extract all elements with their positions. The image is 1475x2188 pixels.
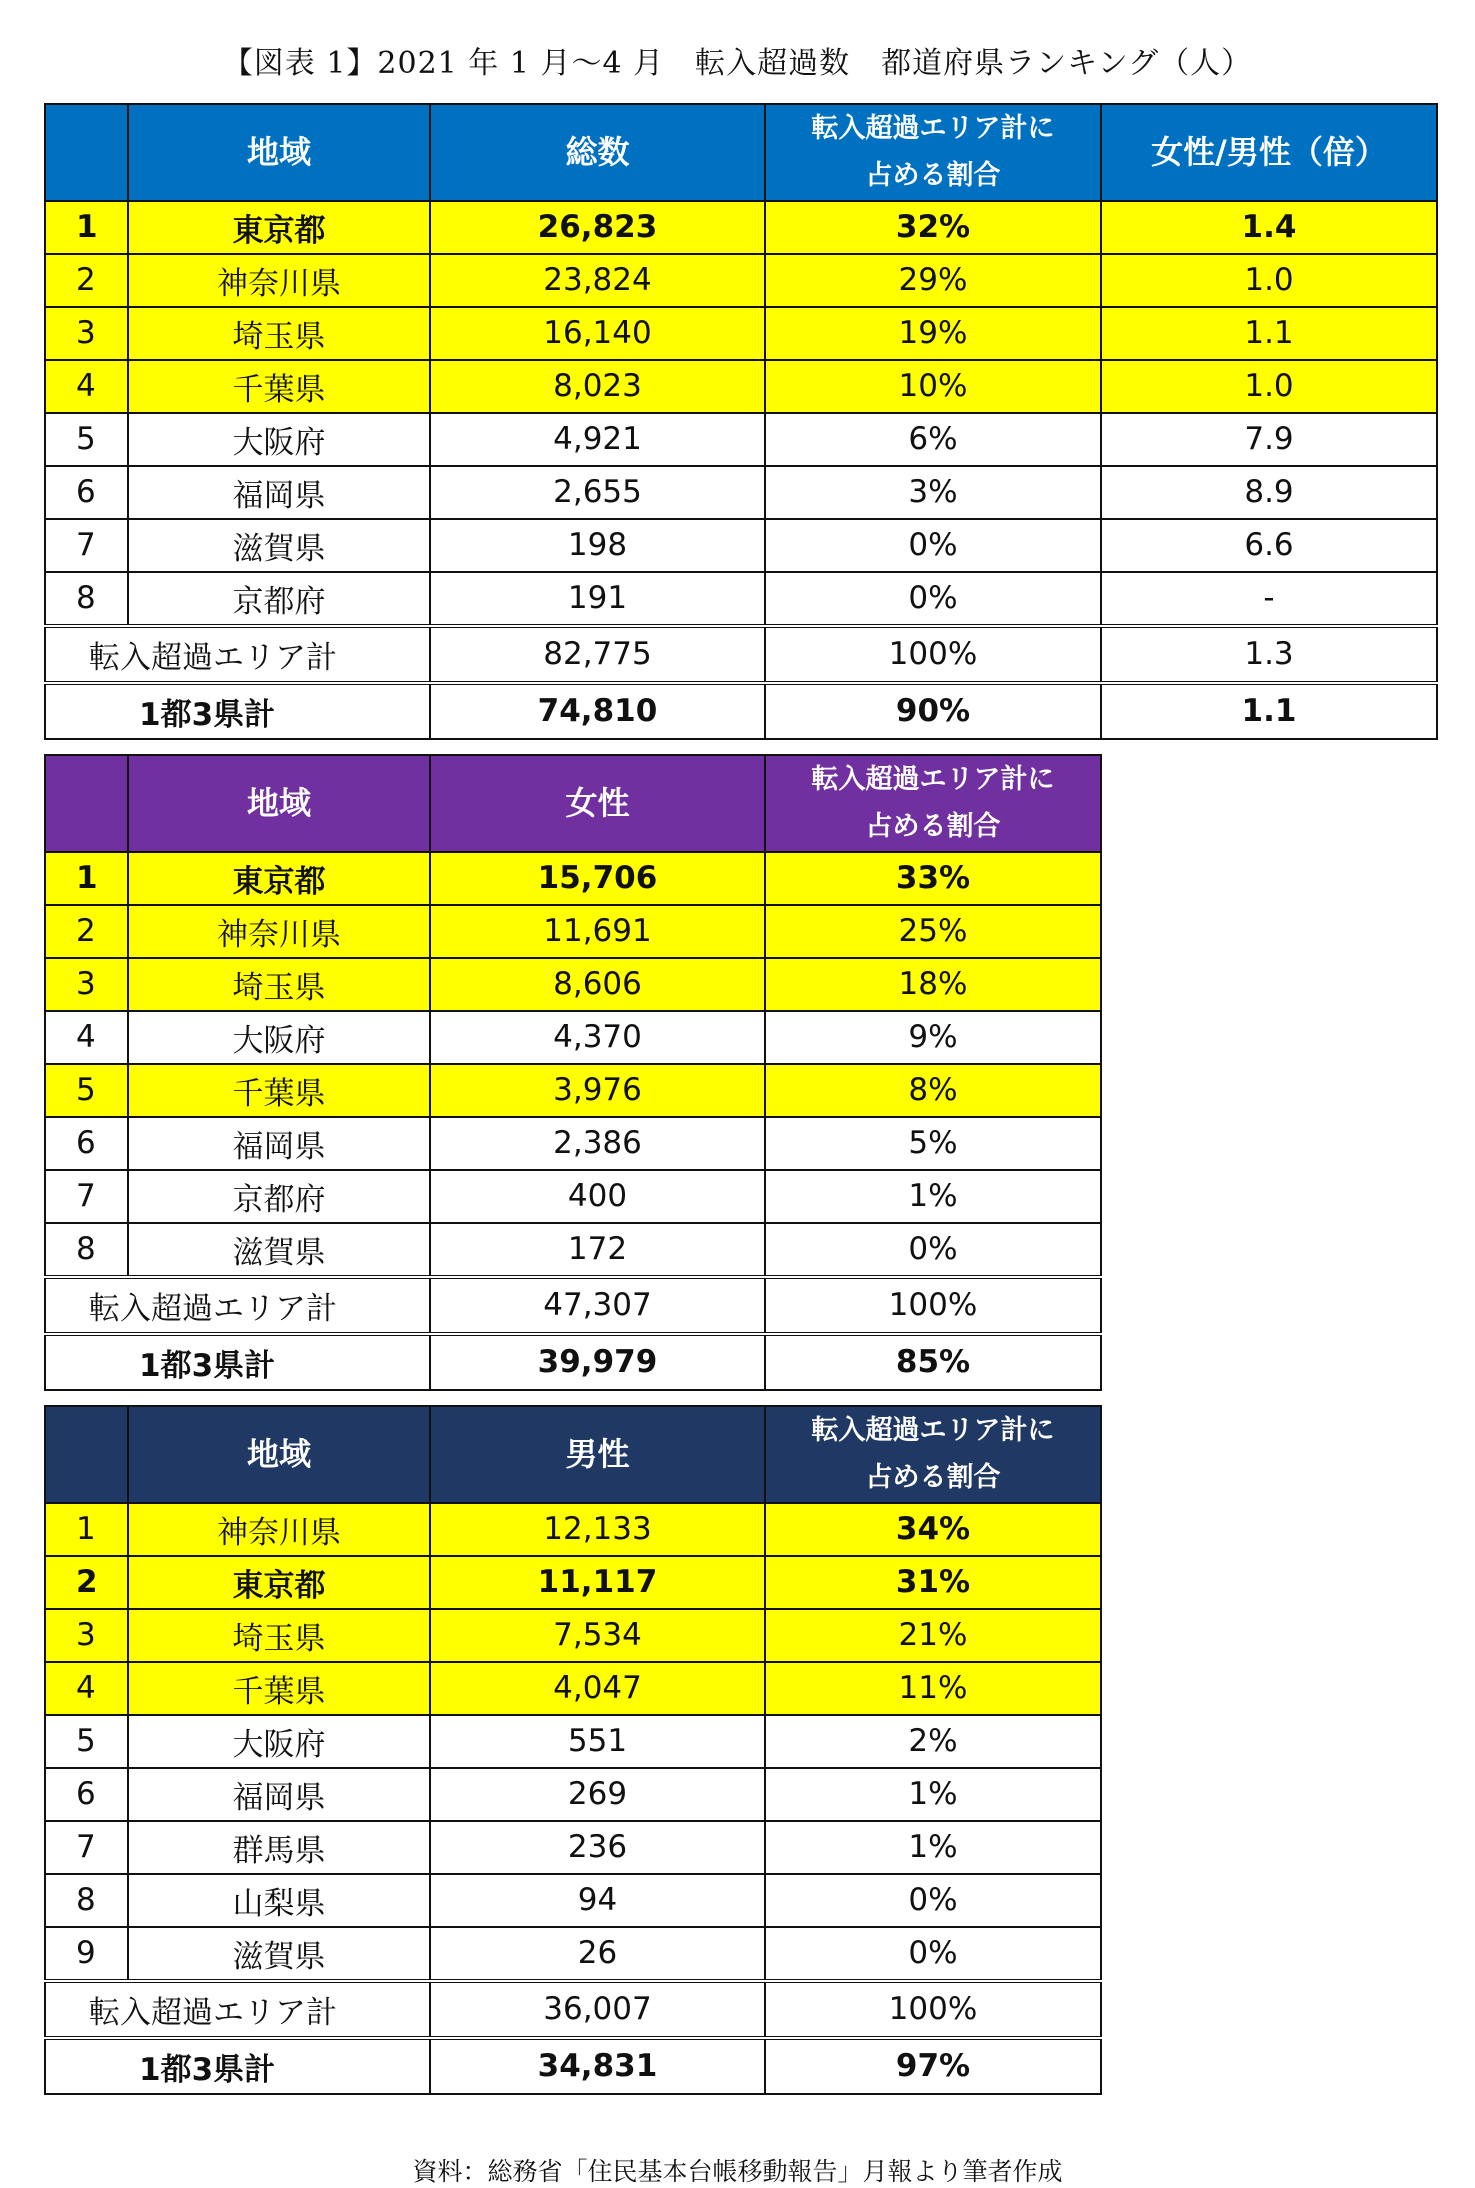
table-cell: 4,370	[430, 1011, 765, 1064]
table-cell: 東京都	[128, 201, 430, 254]
table-cell: 0%	[765, 519, 1101, 572]
table-row	[45, 1503, 1101, 1556]
table-cell: 31%	[765, 1556, 1101, 1609]
table-cell: 8,606	[430, 958, 765, 1011]
rank-cell: 4	[45, 1662, 128, 1715]
rank-cell: 9	[45, 1927, 128, 1981]
table-cell: 1.1	[1101, 307, 1437, 360]
table-cell: 1%	[765, 1821, 1101, 1874]
total-cell: 100%	[765, 1277, 1101, 1334]
table-cell: 26	[430, 1927, 765, 1981]
table-cell: 8,023	[430, 360, 765, 413]
table-cell: 1%	[765, 1768, 1101, 1821]
metro-total-row	[45, 2038, 1101, 2094]
table-row	[45, 1011, 1101, 1064]
column-header	[45, 755, 128, 852]
rank-cell: 1	[45, 852, 128, 905]
table-cell: 神奈川県	[128, 905, 430, 958]
table-cell: 滋賀県	[128, 519, 430, 572]
table-cell: 1%	[765, 1170, 1101, 1223]
table-cell: 551	[430, 1715, 765, 1768]
table-cell: -	[1101, 572, 1437, 626]
table-cell: 千葉県	[128, 1064, 430, 1117]
male-ranking-table	[44, 1405, 1102, 2095]
table-cell: 京都府	[128, 572, 430, 626]
rank-cell: 8	[45, 1874, 128, 1927]
header-row	[45, 755, 1101, 852]
table-cell: 2%	[765, 1715, 1101, 1768]
figure-title: 【図表 1】2021 年 1 月～4 月 転入超過数 都道府県ランキング（人）	[222, 46, 1253, 81]
column-header: 女性	[430, 755, 765, 852]
table-cell: 京都府	[128, 1170, 430, 1223]
metro-total-row	[45, 1334, 1101, 1390]
rank-cell: 7	[45, 1170, 128, 1223]
table-row	[45, 852, 1101, 905]
table-cell: 29%	[765, 254, 1101, 307]
table-row	[45, 905, 1101, 958]
table-cell: 0%	[765, 1927, 1101, 1981]
table-row	[45, 1715, 1101, 1768]
column-header: 地域	[128, 104, 430, 201]
table-cell: 神奈川県	[128, 254, 430, 307]
rank-cell: 4	[45, 1011, 128, 1064]
table-cell: 千葉県	[128, 360, 430, 413]
table-cell: 21%	[765, 1609, 1101, 1662]
table-cell: 0%	[765, 572, 1101, 626]
rank-cell: 5	[45, 1715, 128, 1768]
table-cell: 5%	[765, 1117, 1101, 1170]
rank-cell: 8	[45, 1223, 128, 1277]
table-cell: 400	[430, 1170, 765, 1223]
total-cell: 1.3	[1101, 626, 1437, 683]
table-cell: 山梨県	[128, 1874, 430, 1927]
total-cell: 97%	[765, 2038, 1101, 2094]
table-cell: 8.9	[1101, 466, 1437, 519]
table-cell: 269	[430, 1768, 765, 1821]
total-cell: 47,307	[430, 1277, 765, 1334]
rank-cell: 3	[45, 958, 128, 1011]
table-cell: 7.9	[1101, 413, 1437, 466]
table-cell: 32%	[765, 201, 1101, 254]
rank-cell: 1	[45, 1503, 128, 1556]
table-cell: 8%	[765, 1064, 1101, 1117]
rank-cell: 6	[45, 1768, 128, 1821]
table-cell: 3%	[765, 466, 1101, 519]
column-header: 総数	[430, 104, 765, 201]
table-cell: 0%	[765, 1874, 1101, 1927]
table-cell: 2,655	[430, 466, 765, 519]
table-row	[45, 1768, 1101, 1821]
table-cell: 11%	[765, 1662, 1101, 1715]
column-header: 地域	[128, 755, 430, 852]
total-cell: 34,831	[430, 2038, 765, 2094]
table-cell: 9%	[765, 1011, 1101, 1064]
table-row	[45, 1117, 1101, 1170]
table-cell: 11,691	[430, 905, 765, 958]
rank-cell: 2	[45, 1556, 128, 1609]
table-row	[45, 1170, 1101, 1223]
total-cell: 90%	[765, 683, 1101, 739]
table-cell: 4,921	[430, 413, 765, 466]
column-header	[45, 1406, 128, 1503]
table-cell: 94	[430, 1874, 765, 1927]
rank-cell: 2	[45, 254, 128, 307]
total-cell: 82,775	[430, 626, 765, 683]
table-cell: 東京都	[128, 1556, 430, 1609]
table-cell: 福岡県	[128, 1768, 430, 1821]
table-cell: 33%	[765, 852, 1101, 905]
rank-cell: 7	[45, 1821, 128, 1874]
table-row	[45, 1609, 1101, 1662]
rank-cell: 7	[45, 519, 128, 572]
column-header: 男性	[430, 1406, 765, 1503]
rank-cell: 3	[45, 1609, 128, 1662]
total-label: 転入超過エリア計	[88, 1981, 390, 2038]
metro-total-row	[45, 683, 1437, 739]
table-row	[45, 1556, 1101, 1609]
table-cell: 群馬県	[128, 1821, 430, 1874]
total-cell: 74,810	[430, 683, 765, 739]
table-cell: 10%	[765, 360, 1101, 413]
table-cell: 福岡県	[128, 1117, 430, 1170]
table-cell: 滋賀県	[128, 1927, 430, 1981]
rank-cell: 4	[45, 360, 128, 413]
total-cell: 100%	[765, 626, 1101, 683]
table-cell: 191	[430, 572, 765, 626]
total-label: 転入超過エリア計	[88, 1277, 390, 1334]
table-row	[45, 1874, 1101, 1927]
table-row	[45, 201, 1437, 254]
column-header: 地域	[128, 1406, 430, 1503]
table-cell: 2,386	[430, 1117, 765, 1170]
table-row	[45, 1662, 1101, 1715]
table-cell: 埼玉県	[128, 1609, 430, 1662]
total-label: 1都3県計	[88, 2038, 390, 2094]
table-cell: 7,534	[430, 1609, 765, 1662]
table-cell: 34%	[765, 1503, 1101, 1556]
rank-cell: 3	[45, 307, 128, 360]
table-cell: 1.0	[1101, 254, 1437, 307]
rank-cell: 5	[45, 413, 128, 466]
table-cell: 千葉県	[128, 1662, 430, 1715]
table-row	[45, 466, 1437, 519]
table-row	[45, 307, 1437, 360]
header-row	[45, 1406, 1101, 1503]
table-cell: 6.6	[1101, 519, 1437, 572]
table-cell: 大阪府	[128, 1715, 430, 1768]
rank-cell: 8	[45, 572, 128, 626]
table-cell: 4,047	[430, 1662, 765, 1715]
table-cell: 18%	[765, 958, 1101, 1011]
table-cell: 3,976	[430, 1064, 765, 1117]
total-label: 転入超過エリア計	[88, 626, 390, 683]
column-header: 転入超過エリア計に占める割合	[765, 1406, 1101, 1503]
table-cell: 6%	[765, 413, 1101, 466]
table-cell: 1.4	[1101, 201, 1437, 254]
column-header	[45, 104, 128, 201]
total-cell: 85%	[765, 1334, 1101, 1390]
table-cell: 12,133	[430, 1503, 765, 1556]
column-header: 転入超過エリア計に占める割合	[765, 104, 1101, 201]
column-header: 転入超過エリア計に占める割合	[765, 755, 1101, 852]
table-cell: 198	[430, 519, 765, 572]
column-header: 女性/男性（倍）	[1101, 104, 1437, 201]
table-row	[45, 254, 1437, 307]
table-cell: 0%	[765, 1223, 1101, 1277]
table-cell: 福岡県	[128, 466, 430, 519]
table-cell: 11,117	[430, 1556, 765, 1609]
table-cell: 大阪府	[128, 1011, 430, 1064]
table-row	[45, 413, 1437, 466]
header-row	[45, 104, 1437, 201]
rank-cell: 1	[45, 201, 128, 254]
table-cell: 16,140	[430, 307, 765, 360]
table-cell: 1.0	[1101, 360, 1437, 413]
total-label: 1都3県計	[88, 1334, 390, 1390]
table-cell: 滋賀県	[128, 1223, 430, 1277]
table-cell: 23,824	[430, 254, 765, 307]
table-cell: 25%	[765, 905, 1101, 958]
table-cell: 東京都	[128, 852, 430, 905]
table-cell: 神奈川県	[128, 1503, 430, 1556]
table-cell: 埼玉県	[128, 958, 430, 1011]
table-row	[45, 1223, 1101, 1277]
area-total-row	[45, 1981, 1101, 2038]
table-cell: 172	[430, 1223, 765, 1277]
table-row	[45, 1927, 1101, 1981]
table-row	[45, 958, 1101, 1011]
table-row	[45, 572, 1437, 626]
table-cell: 15,706	[430, 852, 765, 905]
table-cell: 埼玉県	[128, 307, 430, 360]
total-cell: 100%	[765, 1981, 1101, 2038]
rank-cell: 6	[45, 1117, 128, 1170]
table-cell: 大阪府	[128, 413, 430, 466]
table-cell: 236	[430, 1821, 765, 1874]
table-cell: 19%	[765, 307, 1101, 360]
total-cell: 1.1	[1101, 683, 1437, 739]
area-total-row	[45, 1277, 1101, 1334]
source-note: 資料：総務省「住民基本台帳移動報告」月報より筆者作成	[412, 2157, 1063, 2186]
table-cell: 26,823	[430, 201, 765, 254]
total-label: 1都3県計	[88, 683, 390, 739]
table-row	[45, 1064, 1101, 1117]
total-cell: 39,979	[430, 1334, 765, 1390]
table-row	[45, 1821, 1101, 1874]
female-ranking-table	[44, 754, 1102, 1391]
rank-cell: 5	[45, 1064, 128, 1117]
rank-cell: 6	[45, 466, 128, 519]
area-total-row	[45, 626, 1437, 683]
total-cell: 36,007	[430, 1981, 765, 2038]
table-row	[45, 519, 1437, 572]
total-ranking-table	[44, 103, 1438, 740]
table-row	[45, 360, 1437, 413]
rank-cell: 2	[45, 905, 128, 958]
